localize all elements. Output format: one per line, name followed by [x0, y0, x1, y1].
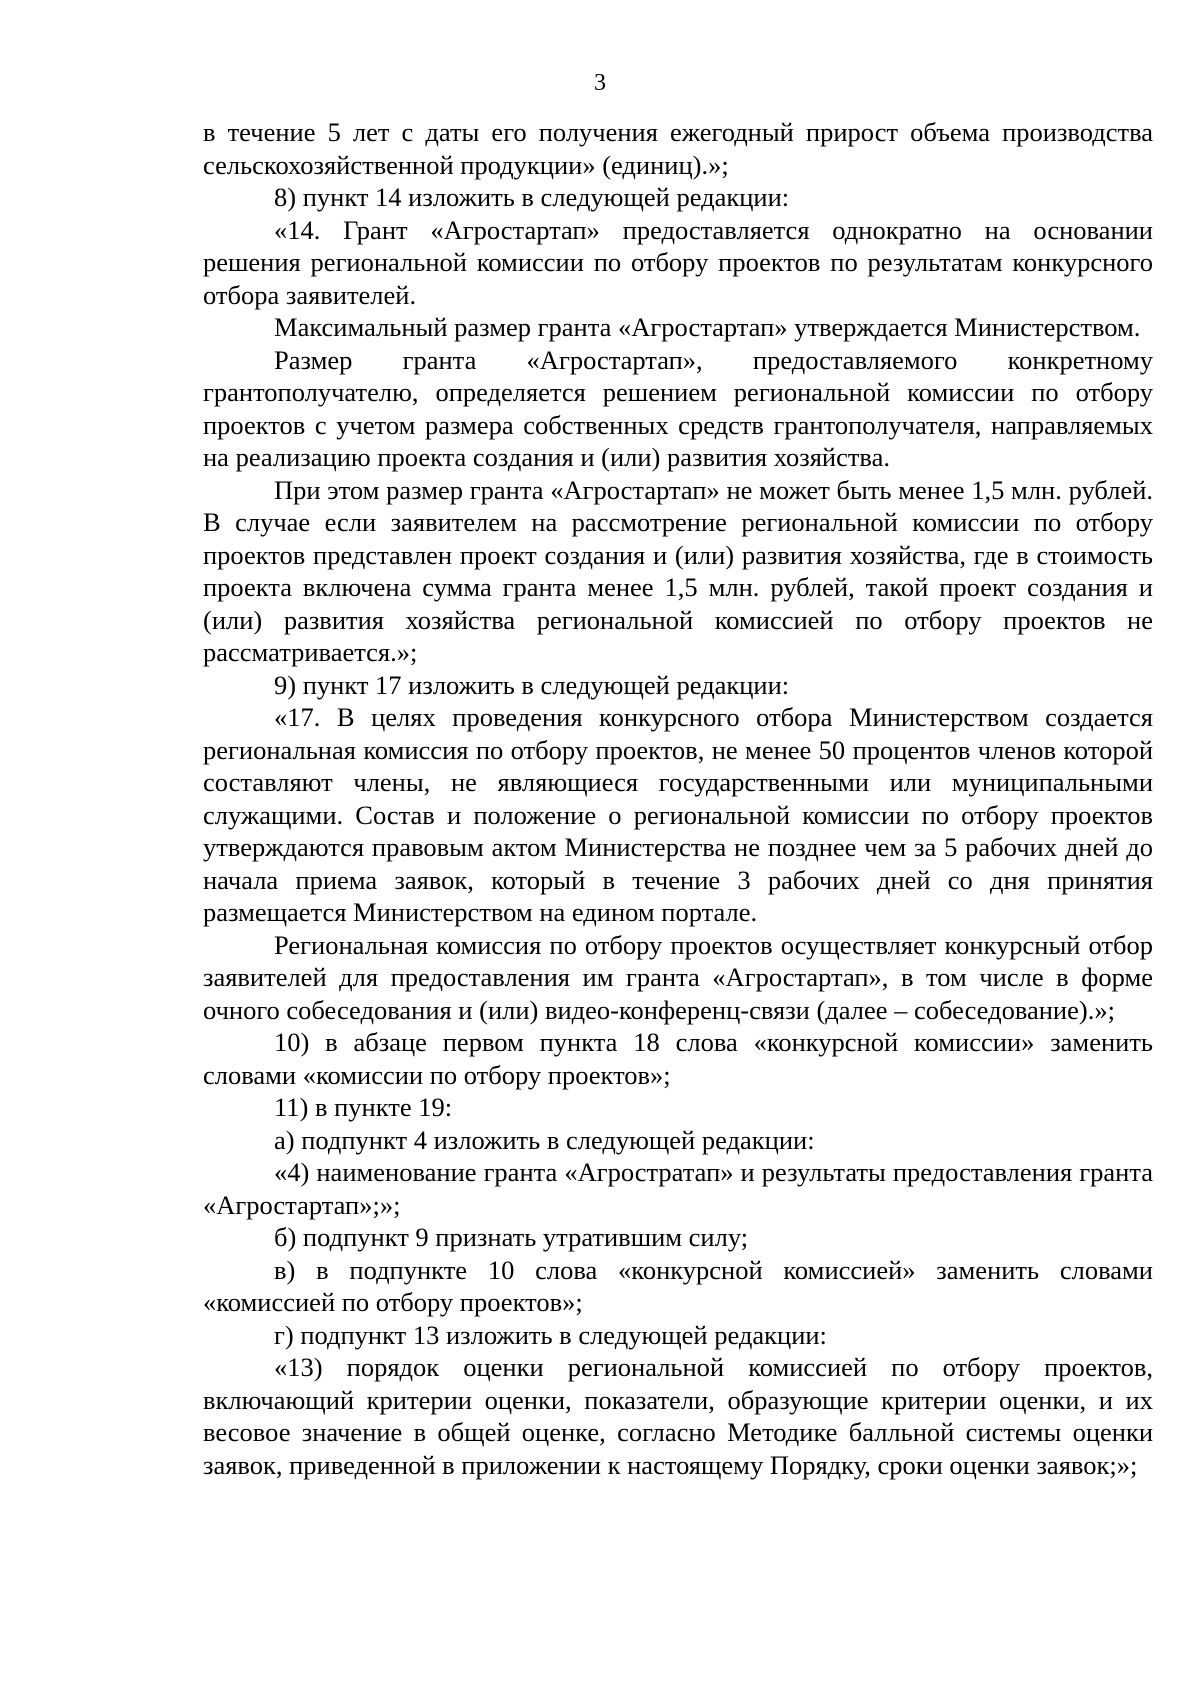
- paragraph-13: «4) наименование гранта «Агростратап» и результаты предоставления гранта «Агростартап»;»;: [203, 1157, 1153, 1220]
- paragraph-16: г) подпункт 13 изложить в следующей редакции:: [274, 1319, 827, 1350]
- paragraph-9: Региональная комиссия по отбору проектов осуществляет конкурсный отбор заявителей для предоставления им гранта «Агростартап», в том числе в форме очного собеседования и (или) видео-конференц-связи (далее – собеседование).»;: [203, 929, 1153, 1025]
- paragraph-17: «13) порядок оценки региональной комиссией по отбору проектов, включающий критерии оценки, показатели, образующие критерии оценки, и их весовое значение в общей оценке, согласно Методике балльной системы оценки заявок, приведенной в приложении к настоящему Порядку, сроки оценки заявок;»;: [203, 1352, 1153, 1480]
- paragraph-10: 10) в абзаце первом пункта 18 слова «конкурсной комиссии» заменить словами «комиссии по отбору проектов»;: [203, 1027, 1153, 1090]
- page-number: 3: [594, 70, 606, 96]
- paragraph-7: 9) пункт 17 изложить в следующей редакции:: [274, 669, 790, 700]
- paragraph-3: «14. Грант «Агростартап» предоставляется однократно на основании решения региональной комиссии по отбору проектов по результатам конкурсного отбора заявителей.: [203, 214, 1153, 310]
- paragraph-15: в) в подпункте 10 слова «конкурсной комиссией» заменить словами «комиссией по отбору проектов»;: [203, 1254, 1153, 1317]
- paragraph-5: Размер гранта «Агростартап», предоставляемого конкретному грантополучателю, определяется решением региональной комиссии по отбору проектов с учетом размера собственных средств грантополучателя, направляемых на реализацию проекта создания и (или) развития хозяйства.: [203, 344, 1153, 472]
- paragraph-14: б) подпункт 9 признать утратившим силу;: [274, 1222, 749, 1252]
- paragraph-11: 11) в пункте 19:: [274, 1092, 453, 1122]
- paragraph-6: При этом размер гранта «Агростартап» не может быть менее 1,5 млн. рублей. В случае если заявителем на рассмотрение региональной комиссии по отбору проектов представлен проект создания и (или) развития хозяйства, где в стоимость проекта включена сумма гранта менее 1,5 млн. рублей, такой проект создания и (или) развития хозяйства региональной комиссией по отбору проектов не рассматривается.»;: [203, 474, 1153, 667]
- document-body: [203, 116, 1153, 1481]
- paragraph-8: «17. В целях проведения конкурсного отбора Министерством создается региональная комиссия по отбору проектов, не менее 50 процентов членов которой составляют члены, не являющиеся государственными или муниципальными служащими. Состав и положение о региональной комиссии по отбору проектов утверждаются правовым актом Министерства не позднее чем за 5 рабочих дней до начала приема заявок, который в течение 3 рабочих дней со дня принятия размещается Министерством на едином портале.: [203, 702, 1153, 927]
- paragraph-2: 8) пункт 14 изложить в следующей редакции:: [274, 182, 790, 212]
- paragraph-1: в течение 5 лет с даты его получения ежегодный прирост объема производства сельскохозяйственной продукции» (единиц).»;: [203, 117, 1153, 180]
- paragraph-12: а) подпункт 4 изложить в следующей редакции:: [274, 1124, 815, 1155]
- paragraph-4: Максимальный размер гранта «Агростартап» утверждается Министерством.: [274, 312, 1141, 342]
